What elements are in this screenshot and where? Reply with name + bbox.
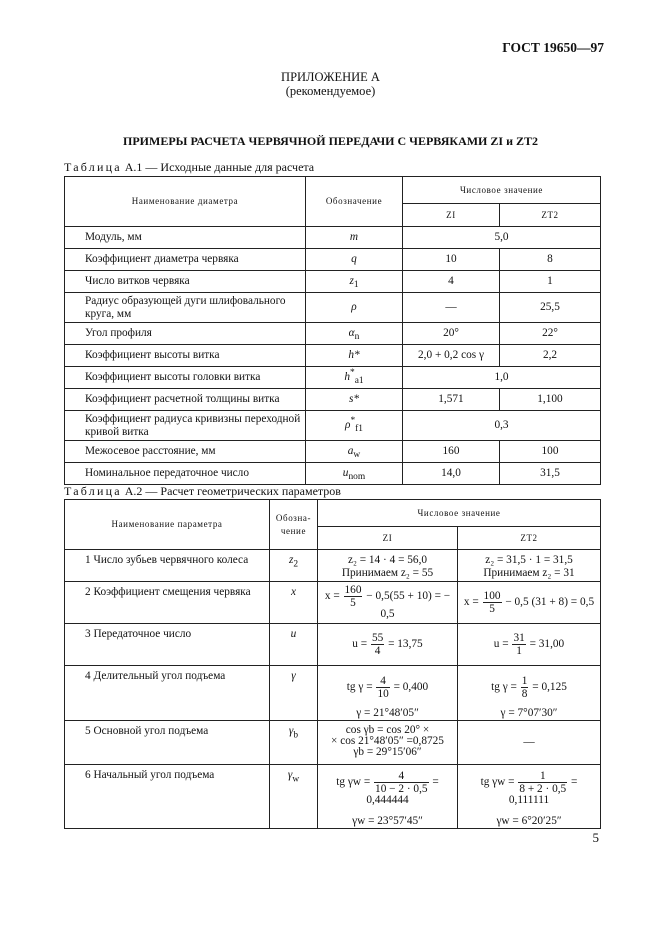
t1-symbol-main: ρ — [351, 300, 357, 313]
t2-row-5 — [65, 721, 601, 765]
t2-symbol-main: u — [290, 628, 297, 640]
t1-value-common: 5,0 — [403, 227, 601, 249]
t1-symbol-main: q — [351, 252, 357, 265]
t1-symbol — [306, 271, 403, 293]
t2-denominator: 8 + 2 · 0,5 — [519, 783, 567, 795]
t2-formula-rhs: = 0,400 — [393, 681, 429, 694]
t1-symbol — [306, 463, 403, 485]
t1-value-zi: 160 — [403, 441, 500, 463]
t2-header-value: Числовое значение — [318, 500, 601, 527]
t1-header-symbol: Обозначение — [306, 177, 403, 227]
t2-row-symbol — [270, 721, 318, 765]
t2-zi-line3: γb = 29°15′06″ — [353, 746, 422, 758]
t1-symbol-sub: w — [353, 450, 361, 461]
table1-caption-text: A.1 — Исходные данные для расчета — [124, 160, 315, 174]
t2-formula-rhs: = 0,125 — [532, 681, 567, 694]
t1-param-name: Коэффициент высоты витка — [65, 345, 306, 367]
t1-value-zi: 4 — [403, 271, 500, 293]
t2-formula-lhs: u = — [493, 638, 509, 651]
t1-symbol-sup: * — [350, 368, 355, 379]
t2-zi-line1: z₂ = 14 · 4 = 56,0 — [347, 554, 428, 566]
t2-formula-lhs: x = — [463, 596, 479, 609]
t1-symbol-sup: * — [350, 416, 356, 427]
t2-header-symbol-line2: чение — [280, 525, 307, 536]
table2-caption-prefix: Таблица — [64, 484, 122, 498]
t2-symbol-main: x — [290, 586, 296, 598]
t2-header-zt2: ZT2 — [458, 527, 601, 550]
t2-symbol-main: γ — [291, 670, 296, 682]
t2-cell-zt2 — [458, 582, 601, 624]
t1-symbol — [306, 293, 403, 323]
t2-numerator: 31 — [513, 632, 525, 644]
t2-symbol-sub: w — [292, 774, 300, 785]
t1-row — [65, 293, 601, 323]
t1-value-zi: 14,0 — [403, 463, 500, 485]
t1-row — [65, 323, 601, 345]
t1-symbol-sub: 1 — [353, 280, 359, 291]
t1-row — [65, 249, 601, 271]
t2-denominator: 10 — [377, 688, 389, 700]
t2-fraction — [374, 771, 429, 794]
t2-cell-zt2 — [458, 765, 601, 829]
t1-value-zt2: 25,5 — [500, 293, 601, 323]
t1-value-zi: 2,0 + 0,2 cos γ — [403, 345, 500, 367]
t2-zi-line1: cos γb = cos 20° × — [345, 724, 430, 736]
t1-symbol — [306, 389, 403, 411]
t2-formula-rhs: = 0,111111 — [508, 776, 578, 806]
t2-fraction — [512, 633, 525, 656]
t2-cell-zt2 — [458, 624, 601, 666]
t1-param-name: Угол профиля — [65, 323, 306, 345]
t2-row-name: 6 Начальный угол подъема — [65, 765, 270, 829]
t2-fraction — [344, 585, 363, 608]
t1-symbol-sub: nom — [348, 472, 366, 483]
t2-row-symbol — [270, 550, 318, 582]
t1-param-name: Номинальное передаточное число — [65, 463, 306, 485]
t2-numerator: 4 — [374, 771, 429, 783]
t2-cell-zi — [318, 582, 458, 624]
t1-value-zi: 20° — [403, 323, 500, 345]
t2-denominator: 1 — [516, 645, 522, 657]
t1-symbol-main: α — [348, 326, 355, 339]
t1-header-value: Числовое значение — [403, 177, 601, 204]
t1-value-common: 1,0 — [403, 367, 601, 389]
t2-cell-zt2 — [458, 550, 601, 582]
t1-value-zt2: 22° — [500, 323, 601, 345]
t1-value-zt2: 1 — [500, 271, 601, 293]
t2-numerator: 1 — [518, 771, 567, 783]
t2-symbol-main: z — [288, 554, 294, 566]
t1-row — [65, 389, 601, 411]
t2-zt2-line1: z₂ = 31,5 · 1 = 31,5 — [485, 554, 573, 566]
t1-value-zt2: 2,2 — [500, 345, 601, 367]
t2-fraction — [371, 633, 384, 656]
t2-formula-rhs: = 31,00 — [529, 638, 565, 651]
t1-symbol-sub: f1 — [355, 424, 363, 435]
t1-row — [65, 367, 601, 389]
table-initial-data — [64, 176, 601, 485]
t1-symbol — [306, 227, 403, 249]
t1-symbol-main: z — [349, 274, 354, 287]
t1-header-zt2: ZT2 — [500, 204, 601, 227]
t1-body — [65, 227, 601, 485]
t1-row — [65, 463, 601, 485]
t2-denominator: 8 — [521, 688, 528, 700]
t2-zi-line2: × cos 21°48′05″ =0,8725 — [331, 735, 444, 747]
t1-symbol — [306, 323, 403, 345]
appendix-heading — [0, 70, 661, 98]
t2-denominator: 4 — [374, 645, 381, 657]
t2-cell-zi — [318, 666, 458, 721]
t2-row-name: 3 Передаточное число — [65, 624, 270, 666]
t1-value-zt2: 100 — [500, 441, 601, 463]
t2-cell-zi — [318, 624, 458, 666]
t1-value-common: 0,3 — [403, 411, 601, 441]
table2-caption — [64, 484, 341, 499]
t1-value-zi: 1,571 — [403, 389, 500, 411]
t1-row — [65, 271, 601, 293]
t2-fraction — [518, 771, 567, 794]
t1-symbol-sub: n — [354, 332, 360, 343]
t2-denominator: 5 — [350, 596, 356, 609]
t2-fraction — [376, 676, 389, 699]
t1-symbol — [306, 441, 403, 463]
t2-result: γw = 23°57′45″ — [352, 815, 423, 827]
t1-param-name: Коэффициент радиуса кривизны переходной кривой витка — [65, 411, 306, 441]
table1-caption-prefix: Таблица — [64, 160, 122, 174]
t2-header-symbol-line1: Обозна- — [275, 512, 312, 523]
table-geometry-calculation — [64, 499, 601, 829]
t1-symbol-sub: a1 — [354, 376, 364, 387]
document-title: ПРИМЕРЫ РАСЧЕТА ЧЕРВЯЧНОЙ ПЕРЕДАЧИ С ЧЕРВЯКАМИ ZI и ZT2 — [123, 134, 538, 148]
table1-caption — [64, 160, 314, 175]
t2-numerator: 1 — [521, 675, 528, 687]
t1-symbol — [306, 345, 403, 367]
page-number: 5 — [592, 830, 599, 845]
t1-param-name: Модуль, мм — [65, 227, 306, 249]
t1-row — [65, 227, 601, 249]
t2-row-6 — [65, 765, 601, 829]
t2-row-name: 4 Делительный угол подъема — [65, 666, 270, 721]
t2-formula-lhs: tg γ = — [491, 681, 517, 694]
t2-row-name: 5 Основной угол подъема — [65, 721, 270, 765]
t2-symbol-main: γ — [288, 725, 294, 737]
standard-number: ГОСТ 19650—97 — [502, 40, 604, 55]
t1-param-name: Коэффициент диаметра червяка — [65, 249, 306, 271]
t2-symbol-sub: b — [293, 730, 299, 741]
t1-symbol-main: u — [342, 466, 349, 479]
t2-result: γw = 6°20′25″ — [496, 815, 562, 827]
t1-param-name: Радиус образующей дуги шлифовального круга, мм — [65, 293, 306, 323]
t2-row-4 — [65, 666, 601, 721]
t2-fraction — [483, 591, 502, 614]
t2-denominator: 5 — [489, 603, 495, 615]
t2-cell-zi — [318, 721, 458, 765]
appendix-note: (рекомендуемое) — [285, 84, 376, 98]
t2-row-symbol — [270, 666, 318, 721]
t2-formula-rhs: − 0,5(55 + 10) = − 0,5 — [366, 589, 451, 620]
t2-numerator: 4 — [376, 676, 389, 688]
t2-formula-rhs: = 13,75 — [388, 638, 423, 651]
t1-header-zi: ZI — [403, 204, 500, 227]
t2-header-name: Наименование параметра — [65, 500, 270, 550]
t1-param-name: Межосевое расстояние, мм — [65, 441, 306, 463]
t2-fraction — [521, 676, 529, 699]
t2-header-symbol — [270, 500, 318, 550]
t2-formula-lhs: tg γw = — [336, 776, 371, 789]
t1-row — [65, 441, 601, 463]
t1-row — [65, 345, 601, 367]
t2-result: γ = 21°48′05″ — [356, 707, 419, 719]
t1-symbol-main: a — [347, 444, 354, 457]
t1-symbol — [306, 367, 403, 389]
t2-result: γ = 7°07′30″ — [500, 707, 558, 719]
t1-symbol-main: s* — [348, 392, 360, 405]
t2-header-zi: ZI — [318, 527, 458, 550]
t2-formula-lhs: tg γw = — [480, 776, 515, 789]
t1-symbol — [306, 411, 403, 441]
t2-formula-lhs: tg γ = — [346, 681, 373, 694]
t2-row-symbol — [270, 765, 318, 829]
t1-value-zt2: 31,5 — [500, 463, 601, 485]
t1-symbol-main: m — [349, 230, 359, 243]
t2-symbol-sub: 2 — [293, 559, 299, 570]
t1-param-name: Коэффициент высоты головки витка — [65, 367, 306, 389]
t2-cell-zt2: — — [458, 721, 601, 765]
t2-zt2-line2: Принимаем z₂ = 31 — [483, 567, 575, 579]
t1-value-zt2: 1,100 — [500, 389, 601, 411]
t2-row-name: 2 Коэффициент смещения червяка — [65, 582, 270, 624]
t1-value-zi: 10 — [403, 249, 500, 271]
t2-formula-rhs: − 0,5 (31 + 8) = 0,5 — [505, 596, 595, 609]
t2-row-3 — [65, 624, 601, 666]
t2-numerator: 55 — [371, 632, 384, 644]
t2-row-1 — [65, 550, 601, 582]
t2-numerator: 100 — [483, 590, 501, 602]
t2-row-symbol — [270, 582, 318, 624]
t1-value-zt2: 8 — [500, 249, 601, 271]
t1-value-zi: — — [403, 293, 500, 323]
t2-row-name: 1 Число зубьев червячного колеса — [65, 550, 270, 582]
t2-row-symbol — [270, 624, 318, 666]
t2-denominator: 10 − 2 · 0,5 — [375, 783, 428, 795]
t2-cell-zt2 — [458, 666, 601, 721]
t2-cell-zi — [318, 765, 458, 829]
t2-formula-rhs: = 0,444444 — [366, 776, 439, 806]
t1-symbol-main: h — [344, 370, 351, 383]
t1-symbol-main: h* — [348, 348, 360, 361]
t2-zi-line2: Принимаем z₂ = 55 — [341, 567, 434, 579]
t1-symbol — [306, 249, 403, 271]
t1-param-name: Коэффициент расчетной толщины витка — [65, 389, 306, 411]
t1-symbol-main: ρ — [345, 418, 351, 431]
t2-numerator: 160 — [344, 583, 362, 596]
t2-symbol-main: γ — [287, 769, 293, 781]
t1-row — [65, 411, 601, 441]
table2-caption-text: A.2 — Расчет геометрических параметров — [124, 484, 341, 498]
appendix-title: ПРИЛОЖЕНИЕ А — [281, 70, 380, 84]
t2-formula-lhs: u = — [352, 638, 368, 651]
t2-row-2 — [65, 582, 601, 624]
t2-cell-zi — [318, 550, 458, 582]
t1-param-name: Число витков червяка — [65, 271, 306, 293]
t1-header-name: Наименование диаметра — [65, 177, 306, 227]
t2-formula-lhs: x = — [324, 589, 340, 602]
